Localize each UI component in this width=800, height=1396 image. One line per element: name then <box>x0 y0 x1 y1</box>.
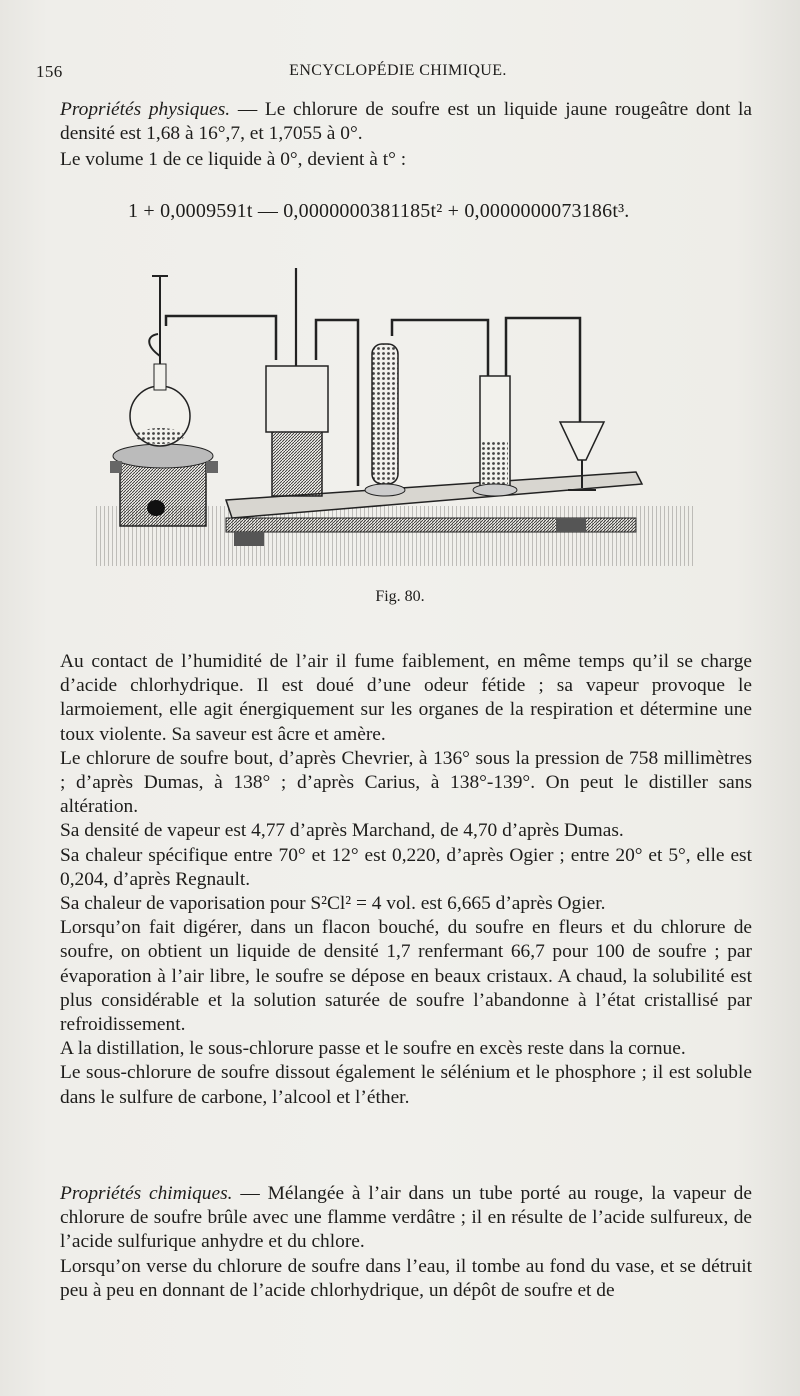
section-heading-physical: Propriétés physiques. <box>60 99 231 120</box>
board-foot-right <box>556 518 586 532</box>
figure-caption: Fig. 80. <box>375 588 425 605</box>
running-title: ENCYCLOPÉDIE CHIMIQUE. <box>289 62 507 79</box>
delivery-tube-1 <box>166 316 276 360</box>
volume-sentence: Le volume 1 de ce liquide à 0°, devient à t° : <box>60 149 407 171</box>
expansion-formula: 1 + 0,0009591t — 0,0000000381185t² + 0,0000000073186t³. <box>128 200 630 222</box>
conical-glass <box>560 422 604 460</box>
delivery-tube-3 <box>392 320 488 376</box>
column-base <box>365 484 405 496</box>
figure-80-apparatus <box>96 256 696 574</box>
furnace-handle-right <box>206 461 218 473</box>
body-paragraph: A la distillation, le sous-chlorure passe et le soufre en excès reste dans la cornue. <box>60 1038 686 1060</box>
furnace-door <box>147 500 165 516</box>
flask-neck <box>154 364 166 390</box>
delivery-tube-4 <box>506 318 580 424</box>
intro-text: — Le chlorure de soufre est un liquide jaune rougeâtre dont la densité est 1,68 à 16°,7, et 1,7055 à 0°. <box>60 99 753 145</box>
apparatus-engraving <box>96 256 696 574</box>
chemical-paragraph <box>60 1182 752 1255</box>
chemical-text: — Mélangée à l’air dans un tube porté au rouge, la vapeur de chlorure de soufre brûle avec une flamme verdâtre ; il en résulte de l’acide sulfureux, de l’acide sulfurique anhydre et du chlore. <box>60 1183 752 1253</box>
wash-bottle <box>272 426 322 496</box>
funnel-tube <box>149 334 160 356</box>
furnace-rim <box>113 444 213 468</box>
physical-properties-body <box>60 650 752 1110</box>
page-number: 156 <box>36 62 63 81</box>
body-paragraph: Sa chaleur spécifique entre 70° et 12° est 0,220, d’après Ogier ; entre 20° et 5°, elle est 0,204, d’après Regnault. <box>60 844 752 890</box>
body-paragraph: Le sous-chlorure de soufre dissout également le sélénium et le phosphore ; il est soluble dans le sulfure de carbone, l’alcool et l’éther. <box>60 1062 752 1108</box>
body-paragraph: Lorsqu’on fait digérer, dans un flacon bouché, du soufre en fleurs et du chlorure de soufre, on obtient un liquide de densité 1,7 renfermant 66,7 pour 100 de soufre ; par évaporation à l’air libre, le soufre se dépose en beaux cristaux. A chaud, la solubilité est plus considérable et la solution saturée de soufre l’abandonne à l’état cristallisé par refroidissement. <box>60 917 752 1036</box>
body-paragraph: Le chlorure de soufre bout, d’après Chevrier, à 136° sous la pression de 758 millimètres ; d’après Dumas, à 138° ; d’après Carius, à 138°-139°. On peut le distiller sans altération. <box>60 747 752 818</box>
chemical-paragraph-2: Lorsqu’on verse du chlorure de soufre dans l’eau, il tombe au fond du vase, et se détruit peu à peu en donnant de l’acide chlorhydrique, un dépôt de soufre et de <box>60 1255 752 1301</box>
chemical-properties-section <box>60 1182 752 1303</box>
cylinder-contents <box>482 442 508 484</box>
body-paragraph: Au contact de l’humidité de l’air il fume faiblement, en même temps qu’il se charge d’acide chlorhydrique. Il est doué d’une odeur fétide ; sa vapeur provoque le larmoiement, elle agit énergiquement sur les organes de la respiration et détermine une toux violente. Sa saveur est âcre et amère. <box>60 651 752 745</box>
wash-bottle-bell <box>266 366 328 432</box>
cylinder-base <box>473 484 517 496</box>
body-paragraph: Sa chaleur de vaporisation pour S²Cl² = 4 vol. est 6,665 d’après Ogier. <box>60 893 606 915</box>
flask-contents <box>136 428 184 444</box>
page-header <box>36 62 760 84</box>
body-paragraph: Sa densité de vapeur est 4,77 d’après Marchand, de 4,70 d’après Dumas. <box>60 820 624 842</box>
furnace-handle-left <box>110 461 122 473</box>
drying-column <box>372 344 398 484</box>
board-foot-left <box>234 532 264 546</box>
section-heading-chemical: Propriétés chimiques. <box>60 1183 233 1204</box>
intro-block <box>60 98 752 173</box>
intro-paragraph <box>60 98 752 146</box>
